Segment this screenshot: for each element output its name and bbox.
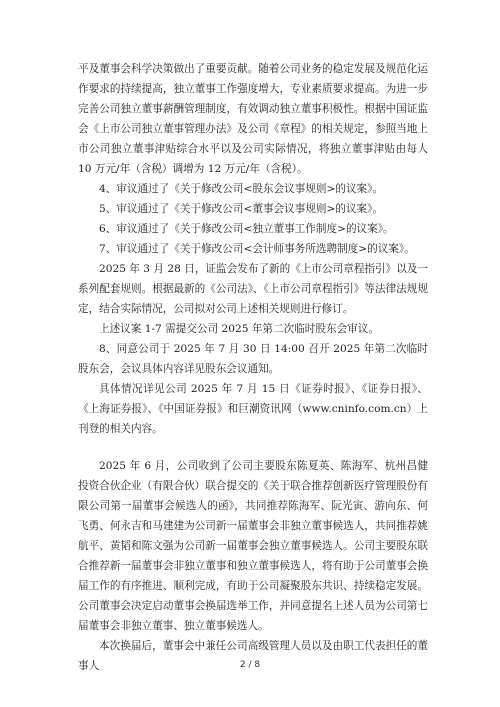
resolution-item-5: 5、审议通过了《关于修改公司<董事会议事规则>的议案》。 [99, 203, 384, 215]
resolution-item-6: 6、审议通过了《关于修改公司<独立董事工作制度>的议案》。 [99, 223, 394, 235]
post-election-paragraph: 本次换届后，董事会中兼任公司高级管理人员以及由职工代表担任的董事人 [78, 640, 428, 672]
guideline-paragraph: 2025 年 3 月 28 日，证监会发布了新的《上市公司章程指引》以及一系列配套规则。根据最新的《公司法》、《上市公司章程指引》等法律法规规定，结合实际情况，公司拟对公司上述相关规则进行修订。 [78, 263, 428, 315]
director-allowance-paragraph: 平及董事会科学决策做出了重要贡献。随着公司业务的稳定发展及规范化运作要求的持续提高，独立董事工作强度增大，专业素质要求提高。为进一步完善公司独立董事薪酬管理制度，有效调动独立董事积极性。根据中国证监会《上市公司独立董事管理办法》及公司《章程》的相关规定，参照当地上市公司独立董事津贴综合水平以及公司实际情况，将独立董事津贴由每人 10 万元/年（含税）调增为 12 万元/年（含税）。 [78, 63, 428, 175]
board-election-section [78, 456, 428, 676]
page-number: 2 / 8 [239, 660, 261, 670]
resolution-item-8: 8、同意公司于 2025 年 7 月 30 日 14:00 召开 2025 年第二次临时股东会，会议具体内容详见股东会议通知。 [78, 343, 428, 375]
submission-paragraph: 上述议案 1-7 需提交公司 2025 年第二次临时股东会审议。 [99, 323, 379, 335]
nomination-paragraph: 2025 年 6 月，公司收到了公司主要股东陈夏英、陈海军、杭州昌健投资合伙企业（有限合伙）联合提交的《关于联合推荐创新医疗管理股份有限公司第一届董事会候选人的函》，共同推荐陈海军、阮光寅、游向东、何飞勇、何永吉和马建建为公司新一届董事会非独立董事候选人，共同推荐姚航平、黄韬和陈文强为公司新一届董事会独立董事候选人。公司主要股东联合推荐新一届董事会非独立董事和独立董事候选人，将有助于公司董事会换届工作的有序推进、顺利完成，有助于公司凝聚股东共识、持续稳定发展。公司董事会决定启动董事会换届选举工作，并同意提名上述人员为公司第七届董事会非独立董事、独立董事候选人。 [78, 460, 428, 632]
details-paragraph: 具体情况详见公司 2025 年 7 月 15 日《证券时报》、《证券日报》、《上海证券报》、《中国证券报》和巨潮资讯网（www.cninfo.com.cn）上刊登的相关内容。 [78, 383, 428, 435]
resolution-item-7: 7、审议通过了《关于修改公司<会计师事务所选聘制度>的议案》。 [99, 243, 415, 255]
resolution-item-4: 4、审议通过了《关于修改公司<股东会议事规则>的议案》。 [99, 183, 384, 195]
resolution-section [78, 59, 428, 439]
